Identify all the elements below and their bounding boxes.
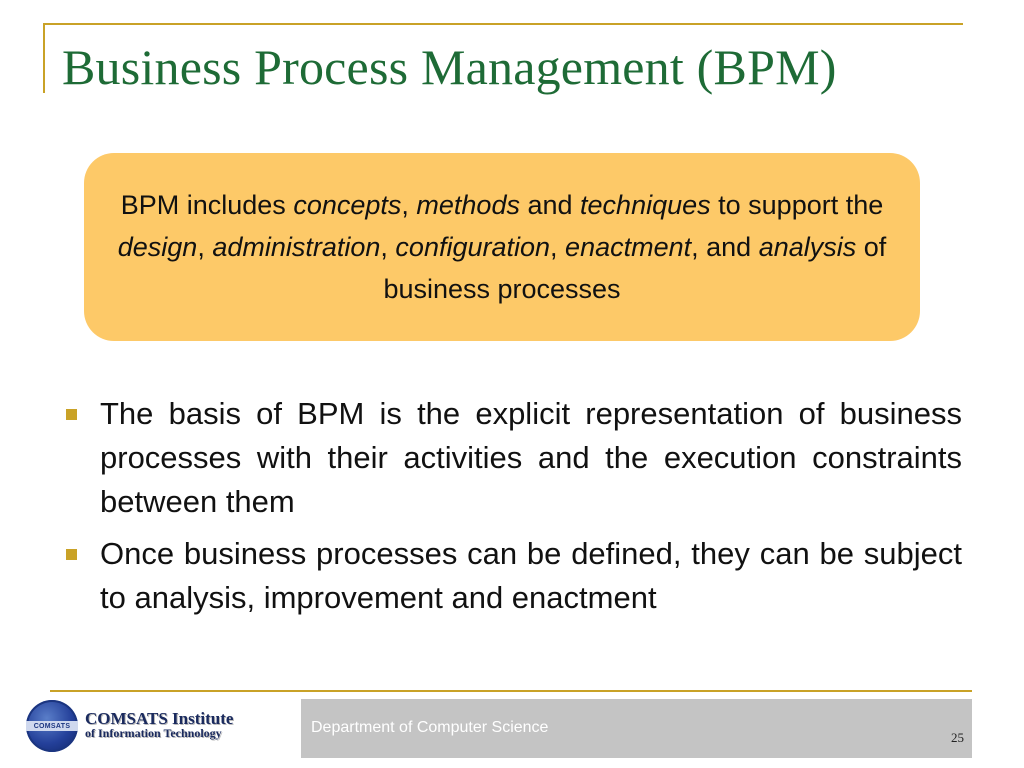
definition-term: concepts	[293, 190, 402, 220]
bullet-item	[62, 532, 962, 620]
slide-title: Business Process Management (BPM)	[62, 39, 837, 95]
definition-text-segment: ,	[380, 232, 396, 262]
page-number: 25	[951, 730, 964, 745]
square-bullet-icon	[66, 549, 77, 560]
definition-text-segment: ,	[550, 232, 566, 262]
footer-rule	[50, 690, 972, 692]
bullet-item	[62, 392, 962, 524]
logo-badge-text: COMSATS	[26, 721, 78, 731]
frame-left-rule	[43, 23, 45, 93]
definition-term: analysis	[758, 232, 857, 262]
definition-text-segment: BPM includes	[120, 190, 294, 220]
department-label: Department of Computer Science	[311, 719, 549, 736]
bullet-list	[62, 392, 962, 628]
square-bullet-icon	[66, 409, 77, 420]
definition-term: administration	[212, 232, 381, 262]
definition-term: techniques	[580, 190, 711, 220]
definition-term: design	[117, 232, 198, 262]
comsats-globe-logo-icon	[26, 700, 78, 752]
institute-name: COMSATS Institute	[85, 709, 234, 728]
footer-panel	[301, 699, 972, 758]
definition-text-segment: of business processes	[383, 232, 887, 304]
definition-text-segment: ,	[197, 232, 213, 262]
definition-text-segment: and	[519, 190, 581, 220]
institute-subtitle: of Information Technology	[85, 726, 222, 740]
bullet-text: The basis of BPM is the explicit representation of business processes with their activities and the execution constraints between them	[100, 396, 962, 519]
definition-text	[110, 184, 894, 310]
frame-top-rule	[43, 23, 963, 25]
definition-text-segment: to support the	[710, 190, 884, 220]
definition-term: methods	[416, 190, 520, 220]
definition-text-segment: , and	[691, 232, 759, 262]
definition-text-segment: ,	[401, 190, 417, 220]
bullet-text: Once business processes can be defined, they can be subject to analysis, improvement and enactment	[100, 536, 962, 615]
definition-callout	[84, 153, 920, 341]
definition-term: configuration	[395, 232, 551, 262]
definition-term: enactment	[565, 232, 692, 262]
